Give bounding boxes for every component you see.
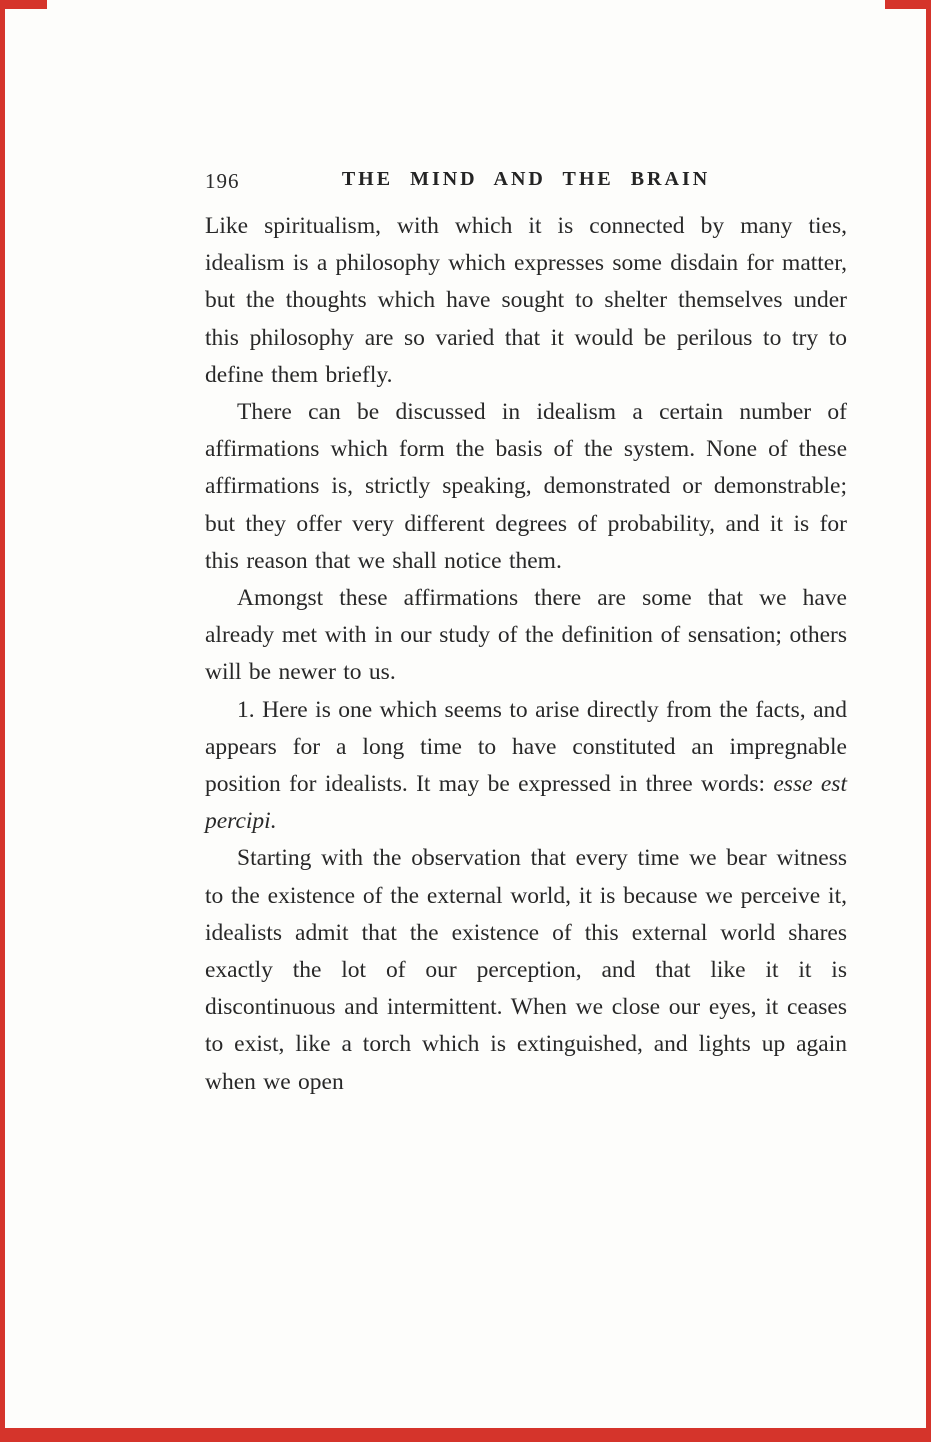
scan-mark-top-left	[0, 0, 47, 9]
page-header	[205, 166, 847, 196]
text-segment: Starting with the observation that every time we bear witness to the existence of the external world, it is because we perceive it, idealists admit that the existence of this external world shares exactly the lot of our perception, and that like it it is discontinuous and intermittent. When we close our eyes, it ceases to exist, like a torch which is extinguished, and lights up again when we open	[205, 845, 847, 1095]
page-number: 196	[205, 169, 240, 193]
text-segment: Amongst these affirmations there are some that we have already met with in our study of the definition of sensation; others will be newer to us.	[205, 585, 847, 686]
italic-phrase: esse est percipi.	[205, 771, 847, 835]
paragraph	[205, 840, 847, 1100]
scan-mark-right-edge	[926, 0, 931, 1442]
running-title: THE MIND AND THE BRAIN	[341, 168, 711, 190]
text-segment: 1. Here is one which seems to arise directly from the facts, and appears for a long time to have constituted an impregnable position for idealists. It may be expressed in three words:	[205, 696, 847, 798]
paragraph	[205, 208, 847, 394]
page-content	[205, 166, 847, 1101]
paragraph	[205, 692, 847, 841]
page-body	[205, 208, 847, 1101]
text-segment: There can be discussed in idealism a certain number of affirmations which form the basis of the system. None of these affirmations is, strictly speaking, demonstrated or demonstrable; but they offer very different degrees of probability, and it is for this reason that we shall notice them.	[205, 399, 847, 574]
paragraph	[205, 394, 847, 580]
scan-mark-bottom-edge	[0, 1428, 931, 1442]
paragraph	[205, 580, 847, 692]
scan-mark-left-edge	[0, 0, 5, 1442]
scan-mark-top-right	[885, 0, 931, 9]
text-segment: Like spiritualism, with which it is connected by many ties, idealism is a philosophy which expresses some disdain for matter, but the thoughts which have sought to shelter themselves under this philosophy are so varied that it would be perilous to try to define them briefly.	[205, 213, 847, 388]
